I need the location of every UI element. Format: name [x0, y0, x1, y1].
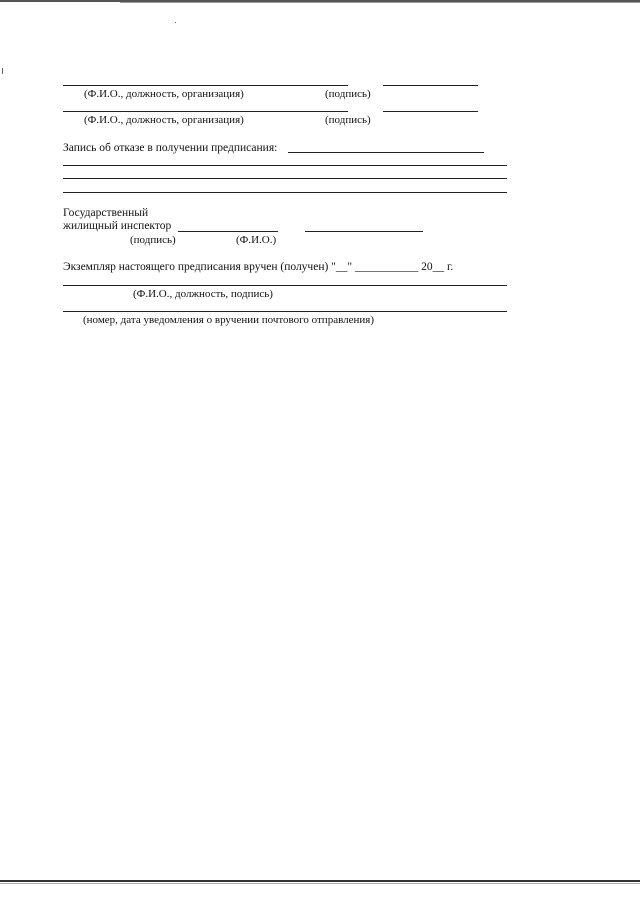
signature-caption: (подпись): [325, 114, 371, 126]
scan-edge-bottom-shadow: [0, 883, 640, 884]
refusal-line: [288, 152, 484, 153]
delivery-fio-line: [63, 285, 507, 286]
signature-line: [383, 111, 478, 112]
signature-line: [63, 111, 348, 112]
refusal-label: Запись об отказе в получении предписания:: [63, 142, 278, 154]
refusal-line: [63, 165, 507, 166]
inspector-fio-line: [305, 231, 423, 232]
refusal-line: [63, 178, 507, 179]
inspector-signature-line: [178, 231, 278, 232]
refusal-line: [63, 192, 507, 193]
fio-caption: (Ф.И.О., должность, организация): [84, 114, 244, 126]
inspector-title: жилищный инспектор: [63, 220, 172, 232]
postal-notice-caption: (номер, дата уведомления о вручении почтового отправления): [83, 314, 374, 326]
inspector-signature-caption: (подпись): [130, 234, 176, 246]
scan-edge-bottom: [0, 880, 640, 882]
scan-speck: [2, 68, 3, 74]
fio-caption: (Ф.И.О., должность, организация): [84, 88, 244, 100]
scan-edge-top-shadow: [120, 2, 640, 3]
signature-line: [383, 85, 478, 86]
inspector-title: Государственный: [63, 207, 149, 219]
scan-speck: [175, 22, 176, 23]
inspector-fio-caption: (Ф.И.О.): [236, 234, 277, 246]
signature-line: [63, 85, 348, 86]
delivery-fio-caption: (Ф.И.О., должность, подпись): [133, 288, 273, 300]
postal-notice-line: [63, 311, 507, 312]
delivery-label: Экземпляр настоящего предписания вручен (получен) "__" ___________ 20__ г.: [63, 261, 454, 273]
signature-caption: (подпись): [325, 88, 371, 100]
